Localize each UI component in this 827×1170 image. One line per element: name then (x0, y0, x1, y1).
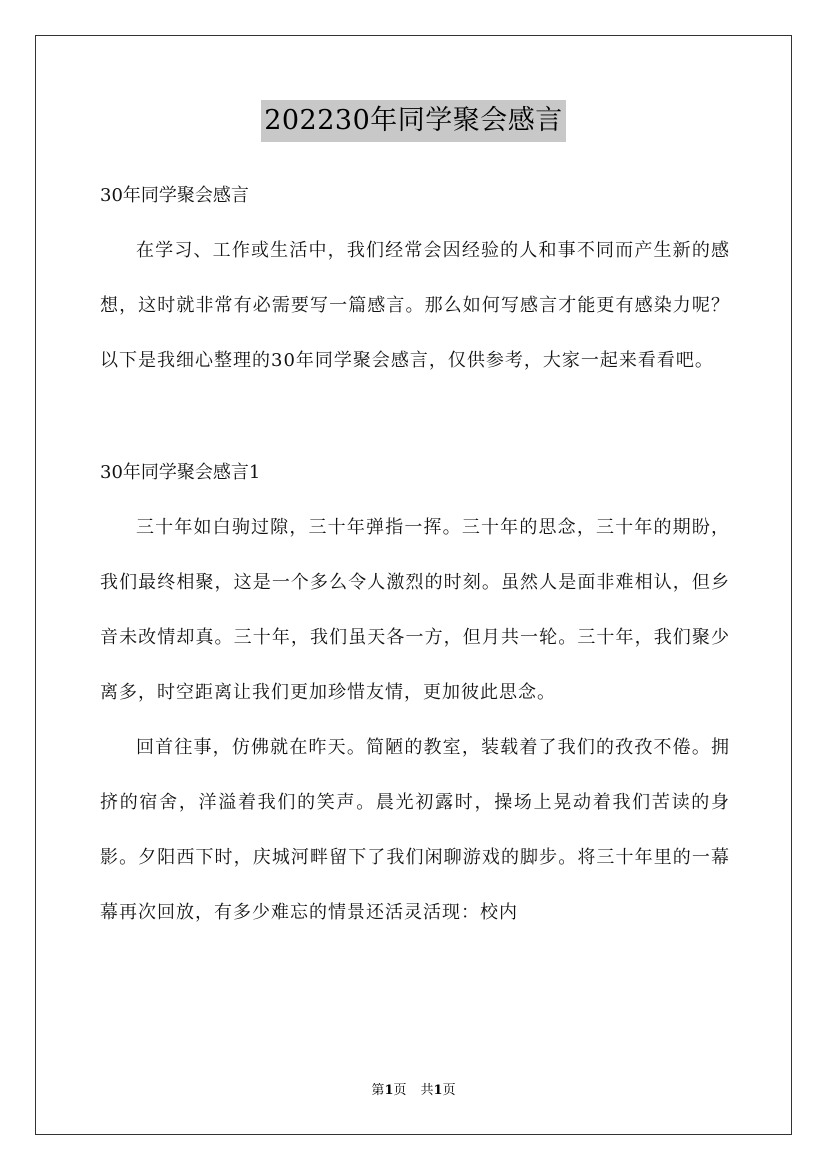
page-prefix: 第 (371, 1083, 385, 1098)
document-body (100, 168, 730, 940)
section1-paragraph-1: 三十年如白驹过隙，三十年弹指一挥。三十年的思念，三十年的期盼，我们最终相聚，这是一个多么令人激烈的时刻。虽然人是面非难相认，但乡音未改情却真。三十年，我们虽天各一方，但月共一轮。三十年，我们聚少离多，时空距离让我们更加珍惜友情，更加彼此思念。 (100, 517, 730, 703)
page-suffix: 页 (393, 1083, 407, 1098)
intro-paragraph: 在学习、工作或生活中，我们经常会因经验的人和事不同而产生新的感想，这时就非常有必需要写一篇感言。那么如何写感言才能更有感染力呢？以下是我细心整理的30年同学聚会感言，仅供参考，大家一起来看看吧。 (100, 240, 730, 371)
page-footer (0, 1082, 827, 1100)
section-gap (100, 388, 730, 445)
document-title: 202230年同学聚会感言 (261, 100, 566, 142)
page-total: 1 (433, 1083, 443, 1098)
total-suffix: 页 (442, 1083, 456, 1098)
intro-heading: 30年同学聚会感言 (100, 185, 249, 206)
title-container (0, 100, 827, 142)
page-current: 1 (384, 1083, 394, 1098)
total-prefix: 共 (420, 1083, 434, 1098)
section1-paragraph-2: 回首往事，仿佛就在昨天。简陋的教室，装载着了我们的孜孜不倦。拥挤的宿舍，洋溢着我们的笑声。晨光初露时，操场上晃动着我们苦读的身影。夕阳西下时，庆城河畔留下了我们闲聊游戏的脚步。将三十年里的一幕幕再次回放，有多少难忘的情景还活灵活现：校内 (100, 737, 730, 923)
section1-heading: 30年同学聚会感言1 (100, 462, 261, 483)
